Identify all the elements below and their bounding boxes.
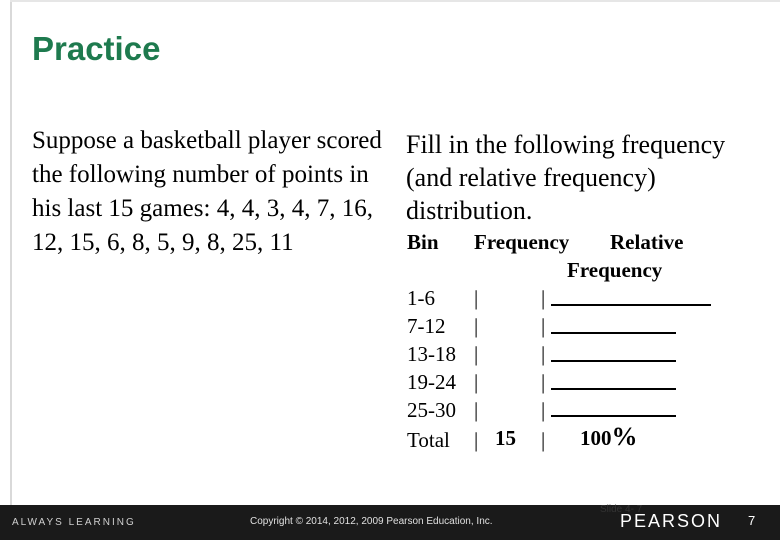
left-border-rule <box>10 0 12 505</box>
header-frequency: Frequency <box>474 230 570 254</box>
separator-bar: | <box>474 428 479 452</box>
answer-blank-line <box>551 360 676 362</box>
separator-bar: | <box>541 342 546 366</box>
row-bin-label: 7-12 <box>407 314 446 338</box>
top-border-rule <box>10 0 780 2</box>
problem-text: Suppose a basketball player scored the following number of points in his last 15 games: 4, 4, 3, 4, 7, 16, 12, 15, 6, 8, 5, 9, 8, 25, 11 <box>32 127 382 256</box>
separator-bar: | <box>474 314 479 338</box>
percent-sign: % <box>611 422 638 451</box>
answer-blank-line <box>551 332 676 334</box>
total-relative-number: 100 <box>580 426 612 450</box>
answer-blank-line <box>551 388 676 390</box>
separator-bar: | <box>474 342 479 366</box>
row-bin-label: 19-24 <box>407 370 456 394</box>
separator-bar: | <box>474 398 479 422</box>
header-relative-frequency: Frequency <box>567 258 663 282</box>
separator-bar: | <box>541 370 546 394</box>
separator-bar: | <box>541 428 546 452</box>
slide-reference: Slide 4- 7 <box>600 504 643 515</box>
footer-bar <box>0 505 780 540</box>
row-bin-label: 13-18 <box>407 342 456 366</box>
total-frequency: 15 <box>495 426 516 450</box>
slide-title: Practice <box>32 30 161 67</box>
separator-bar: | <box>474 370 479 394</box>
publisher-logo: PEARSON <box>620 511 723 531</box>
header-relative: Relative <box>610 230 684 254</box>
separator-bar: | <box>541 398 546 422</box>
row-bin-label: 1-6 <box>407 286 435 310</box>
total-label: Total <box>407 428 450 452</box>
copyright-text: Copyright © 2014, 2012, 2009 Pearson Education, Inc. <box>250 516 493 527</box>
separator-bar: | <box>474 286 479 310</box>
page-number: 7 <box>748 513 756 528</box>
separator-bar: | <box>541 286 546 310</box>
total-relative <box>580 422 638 452</box>
row-bin-label: 25-30 <box>407 398 456 422</box>
answer-blank-line <box>551 304 711 306</box>
instruction-text: Fill in the following frequency (and relative frequency) distribution. <box>406 130 726 225</box>
brand-tagline: ALWAYS LEARNING <box>12 517 136 528</box>
answer-blank-line <box>551 415 676 417</box>
header-bin: Bin <box>407 230 439 254</box>
separator-bar: | <box>541 314 546 338</box>
